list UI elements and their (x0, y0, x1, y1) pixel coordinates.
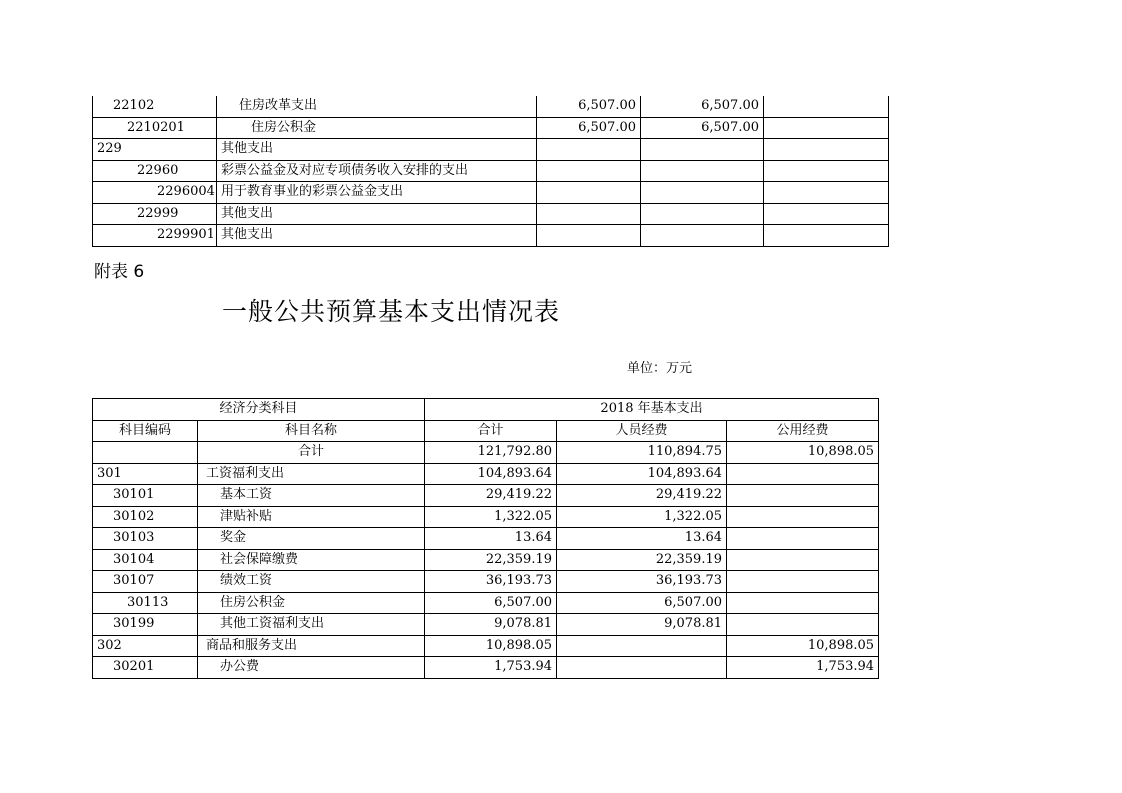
amount-cell (537, 160, 641, 182)
public-cell (727, 506, 879, 528)
table-row (93, 117, 889, 139)
subject-code: 2299901 (93, 225, 217, 247)
subject-name: 基本工资 (198, 485, 425, 507)
col-header-personnel: 人员经费 (557, 420, 727, 442)
amount-cell (537, 203, 641, 225)
personnel-cell (557, 635, 727, 657)
col-header-public: 公用经费 (727, 420, 879, 442)
amount-cell: 6,507.00 (537, 96, 641, 117)
personnel-cell: 104,893.64 (557, 463, 727, 485)
public-cell (727, 485, 879, 507)
annex-label: 附表 6 (94, 262, 145, 282)
amount-cell: 6,507.00 (641, 96, 764, 117)
table-row (93, 592, 879, 614)
subject-code: 30107 (93, 571, 198, 593)
subject-name: 彩票公益金及对应专项债务收入安排的支出 (217, 160, 537, 182)
table-row (93, 528, 879, 550)
amount-cell (641, 182, 764, 204)
col-header-code: 科目编码 (93, 420, 198, 442)
amount-cell: 6,507.00 (641, 117, 764, 139)
subject-code: 22960 (93, 160, 217, 182)
total-cell: 1,322.05 (425, 506, 557, 528)
subject-name: 用于教育事业的彩票公益金支出 (217, 182, 537, 204)
table-row (93, 463, 879, 485)
page-title: 一般公共预算基本支出情况表 (222, 297, 561, 326)
personnel-cell: 29,419.22 (557, 485, 727, 507)
table-row (93, 657, 879, 679)
total-cell: 1,753.94 (425, 657, 557, 679)
total-cell: 9,078.81 (425, 614, 557, 636)
amount-cell (641, 225, 764, 247)
table-row (93, 614, 879, 636)
amount-cell (764, 117, 889, 139)
basic-expenditure-table (92, 398, 879, 679)
amount-cell (764, 203, 889, 225)
public-cell: 10,898.05 (727, 635, 879, 657)
amount-cell (764, 225, 889, 247)
subject-code: 30199 (93, 614, 198, 636)
subject-code: 2210201 (93, 117, 217, 139)
subject-code: 22999 (93, 203, 217, 225)
public-cell: 10,898.05 (727, 442, 879, 464)
top-expenditure-table (92, 96, 889, 247)
group-header-year: 2018 年基本支出 (425, 399, 879, 421)
table-row (93, 506, 879, 528)
subject-code: 2296004 (93, 182, 217, 204)
unit-label: 单位：万元 (627, 361, 693, 376)
subject-code: 30104 (93, 549, 198, 571)
column-header-row (93, 420, 879, 442)
personnel-cell: 22,359.19 (557, 549, 727, 571)
personnel-cell: 6,507.00 (557, 592, 727, 614)
table-row (93, 571, 879, 593)
personnel-cell: 1,322.05 (557, 506, 727, 528)
public-cell (727, 614, 879, 636)
subject-name: 合计 (198, 442, 425, 464)
subject-name: 津贴补贴 (198, 506, 425, 528)
table-row (93, 96, 889, 117)
table-row (93, 203, 889, 225)
public-cell (727, 463, 879, 485)
table-row (93, 485, 879, 507)
subject-code: 301 (93, 463, 198, 485)
total-cell: 22,359.19 (425, 549, 557, 571)
amount-cell (537, 182, 641, 204)
subject-code: 30103 (93, 528, 198, 550)
total-row (93, 442, 879, 464)
subject-name: 其他支出 (217, 225, 537, 247)
subject-name: 社会保障缴费 (198, 549, 425, 571)
subject-name: 住房改革支出 (217, 96, 537, 117)
subject-name: 工资福利支出 (198, 463, 425, 485)
personnel-cell (557, 657, 727, 679)
subject-name: 奖金 (198, 528, 425, 550)
subject-name: 其他工资福利支出 (198, 614, 425, 636)
subject-name: 商品和服务支出 (198, 635, 425, 657)
col-header-total: 合计 (425, 420, 557, 442)
table-row (93, 160, 889, 182)
total-cell: 121,792.80 (425, 442, 557, 464)
subject-name: 绩效工资 (198, 571, 425, 593)
amount-cell (641, 139, 764, 161)
table-row (93, 549, 879, 571)
public-cell (727, 592, 879, 614)
subject-name: 办公费 (198, 657, 425, 679)
subject-code: 30113 (93, 592, 198, 614)
subject-name: 住房公积金 (217, 117, 537, 139)
group-header-economic: 经济分类科目 (93, 399, 425, 421)
total-cell: 13.64 (425, 528, 557, 550)
subject-code: 22102 (93, 96, 217, 117)
total-cell: 10,898.05 (425, 635, 557, 657)
subject-code (93, 442, 198, 464)
personnel-cell: 36,193.73 (557, 571, 727, 593)
subject-code: 229 (93, 139, 217, 161)
amount-cell: 6,507.00 (537, 117, 641, 139)
amount-cell (537, 139, 641, 161)
subject-name: 住房公积金 (198, 592, 425, 614)
public-cell (727, 528, 879, 550)
amount-cell (641, 203, 764, 225)
total-cell: 29,419.22 (425, 485, 557, 507)
public-cell (727, 571, 879, 593)
amount-cell (641, 160, 764, 182)
subject-code: 30101 (93, 485, 198, 507)
amount-cell (537, 225, 641, 247)
table-row (93, 635, 879, 657)
table-row (93, 139, 889, 161)
subject-code: 302 (93, 635, 198, 657)
total-cell: 36,193.73 (425, 571, 557, 593)
public-cell: 1,753.94 (727, 657, 879, 679)
subject-name: 其他支出 (217, 139, 537, 161)
table-row (93, 225, 889, 247)
public-cell (727, 549, 879, 571)
personnel-cell: 110,894.75 (557, 442, 727, 464)
total-cell: 104,893.64 (425, 463, 557, 485)
group-header-row (93, 399, 879, 421)
amount-cell (764, 139, 889, 161)
total-cell: 6,507.00 (425, 592, 557, 614)
subject-code: 30102 (93, 506, 198, 528)
col-header-name: 科目名称 (198, 420, 425, 442)
personnel-cell: 9,078.81 (557, 614, 727, 636)
amount-cell (764, 96, 889, 117)
subject-code: 30201 (93, 657, 198, 679)
amount-cell (764, 160, 889, 182)
table-row (93, 182, 889, 204)
personnel-cell: 13.64 (557, 528, 727, 550)
amount-cell (764, 182, 889, 204)
subject-name: 其他支出 (217, 203, 537, 225)
